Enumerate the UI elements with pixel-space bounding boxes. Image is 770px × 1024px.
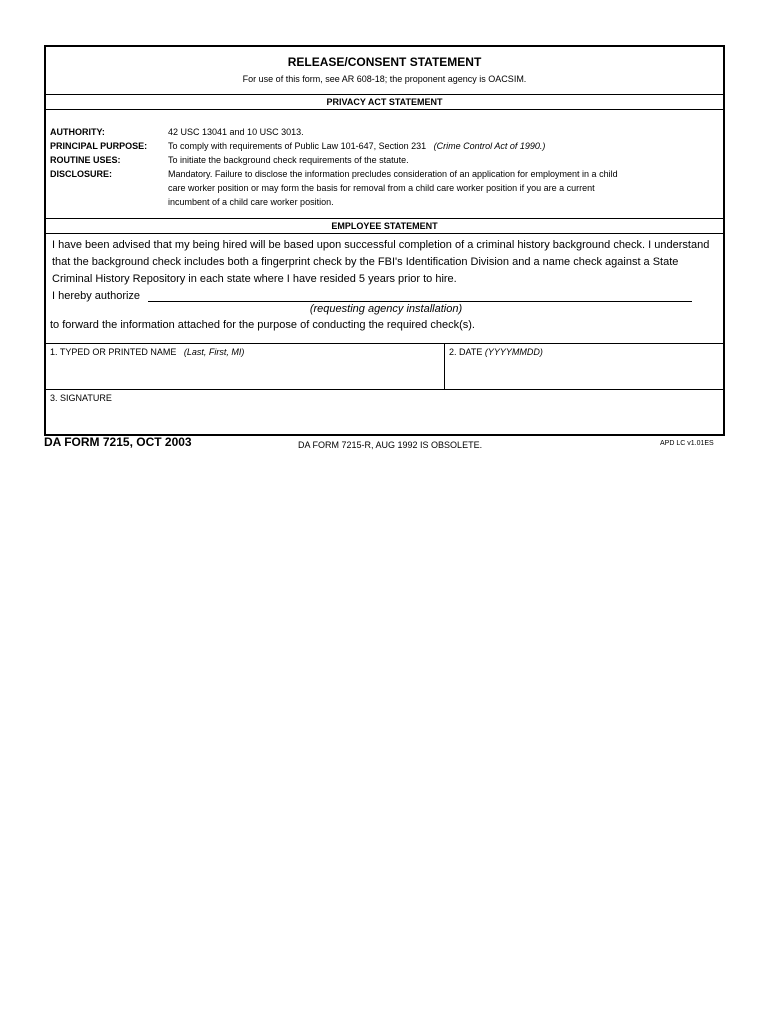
release-consent-form — [44, 45, 725, 436]
requesting-agency-label: (requesting agency installation) — [309, 303, 463, 315]
name-hint: (Last, First, MI) — [183, 347, 245, 357]
form-id: DA FORM 7215, OCT 2003 — [44, 435, 192, 449]
disclosure-line1: Mandatory. Failure to disclose the information precludes consideration of an application for employment in a child — [168, 169, 618, 179]
privacy-act-heading: PRIVACY ACT STATEMENT — [326, 97, 443, 107]
authority-value: 42 USC 13041 and 10 USC 3013. — [168, 127, 304, 137]
form-subtitle: For use of this form, see AR 608-18; the proponent agency is OACSIM. — [242, 74, 527, 84]
date-label: 2. DATE (YYYYMMDD) — [449, 347, 543, 357]
disclosure-line3: incumbent of a child care worker position. — [168, 197, 334, 207]
privacy-act-statement — [46, 125, 723, 209]
obsolete-notice: DA FORM 7215-R, AUG 1992 IS OBSOLETE. — [298, 440, 483, 450]
divider — [46, 109, 723, 110]
routine-label: ROUTINE USES: — [50, 155, 121, 165]
employee-statement-heading: EMPLOYEE STATEMENT — [331, 221, 438, 231]
divider — [46, 94, 723, 95]
statement-line1: I have been advised that my being hired will be based upon successful completion of a criminal history background check. I understand — [52, 239, 710, 251]
routine-value: To initiate the background check requirements of the statute. — [168, 155, 409, 165]
signature-label: 3. SIGNATURE — [50, 393, 112, 403]
purpose-italic: (Crime Control Act of 1990.) — [433, 141, 546, 151]
purpose-label: PRINCIPAL PURPOSE: — [50, 141, 148, 151]
statement-line3: Criminal History Repository in each state where I have resided 5 years prior to hire. — [52, 273, 457, 285]
forward-text: to forward the information attached for the purpose of conducting the required check(s). — [50, 319, 475, 331]
name-label: 1. TYPED OR PRINTED NAME (Last, First, MI) — [50, 347, 245, 357]
form-title: RELEASE/CONSENT STATEMENT — [287, 55, 482, 69]
signature-field[interactable] — [46, 390, 723, 434]
disclosure-line2: care worker position or may form the basis for removal from a child care worker position if you are a current — [168, 183, 595, 193]
divider — [46, 233, 723, 234]
authority-label: AUTHORITY: — [50, 127, 105, 137]
statement-line2: that the background check includes both a fingerprint check by the FBI's Identification Division and a name check against a State — [52, 256, 679, 268]
date-hint: (YYYYMMDD) — [484, 347, 543, 357]
version-label: APD LC v1.01ES — [660, 440, 714, 447]
date-field[interactable] — [445, 344, 723, 389]
name-field[interactable] — [46, 344, 445, 389]
disclosure-label: DISCLOSURE: — [50, 169, 113, 179]
purpose-value: To comply with requirements of Public Law 101-647, Section 231 (Crime Control Act of 1990.) — [168, 141, 546, 151]
requesting-agency-field[interactable] — [148, 301, 692, 302]
divider — [46, 218, 723, 219]
authorize-text: I hereby authorize — [52, 290, 141, 302]
